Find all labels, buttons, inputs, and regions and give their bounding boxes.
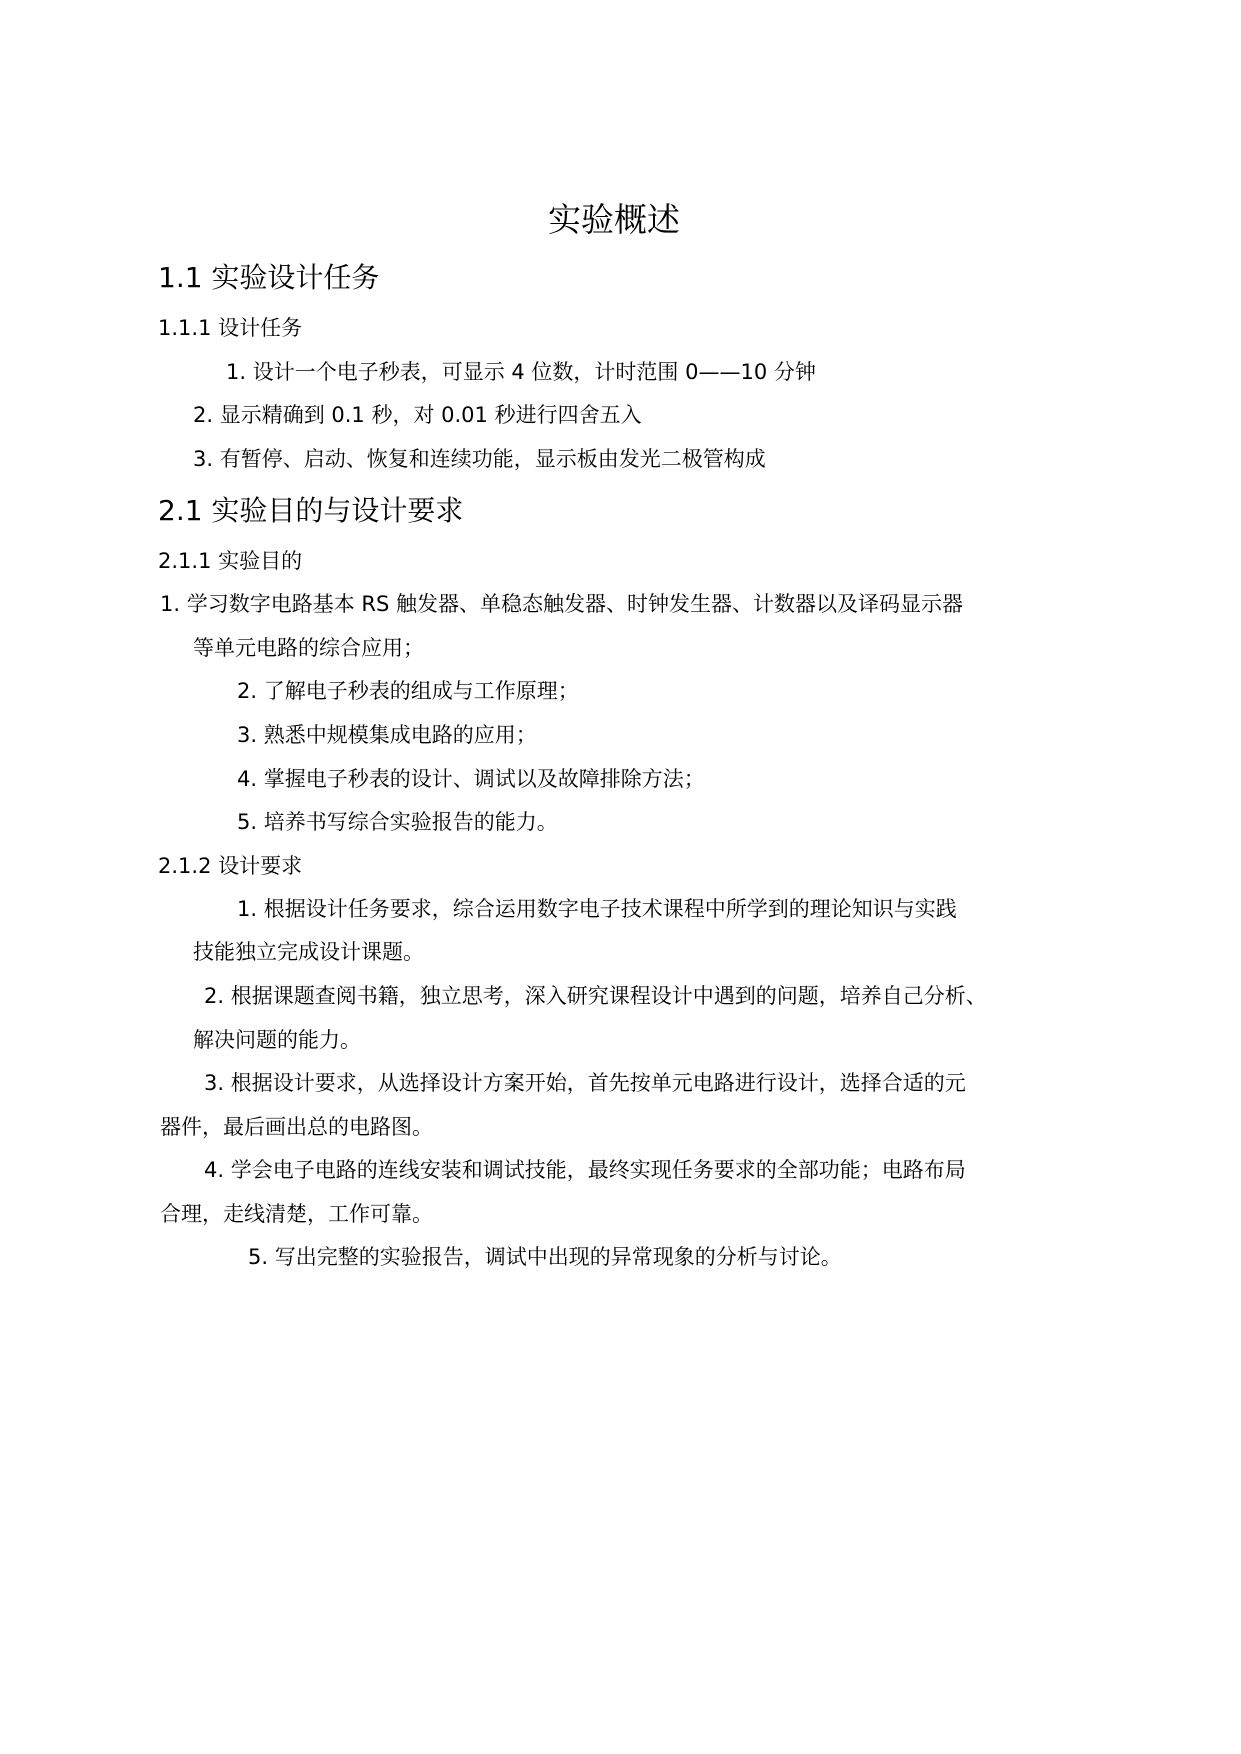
- requirement-4-line-2: 合理，走线清楚，工作可靠。: [160, 1202, 433, 1226]
- purpose-item-2: 2. 了解电子秒表的组成与工作原理；: [237, 679, 579, 703]
- requirement-1-line-1: 1. 根据设计任务要求，综合运用数字电子技术课程中所学到的理论知识与实践: [237, 897, 957, 921]
- subsection-2-1-1-heading: 2.1.1 实验目的: [158, 549, 303, 573]
- requirement-3-line-2: 器件，最后画出总的电路图。: [160, 1115, 433, 1139]
- purpose-item-3: 3. 熟悉中规模集成电路的应用；: [237, 723, 537, 747]
- requirement-2-line-2: 解决问题的能力。: [193, 1028, 361, 1052]
- purpose-item-5: 5. 培养书写综合实验报告的能力。: [237, 810, 558, 834]
- purpose-item-1-line-1: 1. 学习数字电路基本 RS 触发器、单稳态触发器、时钟发生器、计数器以及译码显示器: [160, 592, 963, 616]
- task-item-1: 1. 设计一个电子秒表，可显示 4 位数，计时范围 0——10 分钟: [226, 360, 816, 384]
- requirement-2-line-1: 2. 根据课题查阅书籍，独立思考，深入研究课程设计中遇到的问题，培养自己分析、: [204, 984, 987, 1008]
- requirement-5: 5. 写出完整的实验报告，调试中出现的异常现象的分析与讨论。: [248, 1245, 842, 1269]
- requirement-3-line-1: 3. 根据设计要求，从选择设计方案开始，首先按单元电路进行设计，选择合适的元: [204, 1071, 966, 1095]
- subsection-1-1-1-heading: 1.1.1 设计任务: [158, 316, 303, 340]
- task-item-3: 3. 有暂停、启动、恢复和连续功能，显示板由发光二极管构成: [193, 447, 766, 471]
- purpose-item-4: 4. 掌握电子秒表的设计、调试以及故障排除方法；: [237, 767, 705, 791]
- purpose-item-1-line-2: 等单元电路的综合应用；: [193, 636, 424, 660]
- requirement-4-line-1: 4. 学会电子电路的连线安装和调试技能，最终实现任务要求的全部功能；电路布局: [204, 1158, 966, 1182]
- requirement-1-line-2: 技能独立完成设计课题。: [193, 940, 424, 964]
- task-item-2: 2. 显示精确到 0.1 秒，对 0.01 秒进行四舍五入: [193, 403, 642, 427]
- subsection-2-1-2-heading: 2.1.2 设计要求: [158, 854, 303, 878]
- section-2-1-heading: 2.1 实验目的与设计要求: [158, 494, 464, 527]
- section-1-1-heading: 1.1 实验设计任务: [158, 261, 380, 294]
- document-title: 实验概述: [548, 200, 680, 239]
